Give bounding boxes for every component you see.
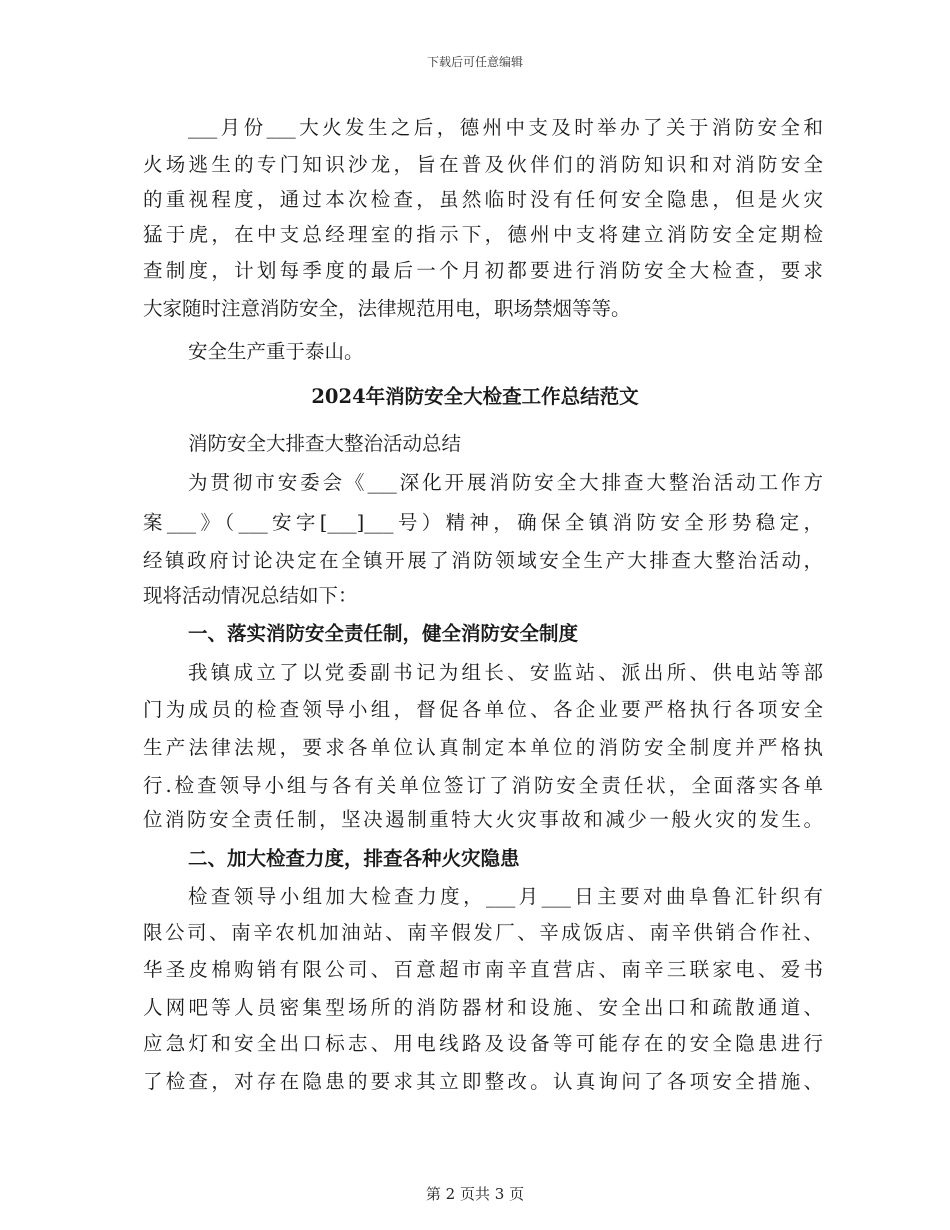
paragraph-line: 火场逃生的专门知识沙龙，旨在普及伙伴们的消防知识和对消防安全 [143,153,823,176]
paragraph-line: 查制度，计划每季度的最后一个月初都要进行消防安全大检查，要求 [143,259,823,282]
paragraph-line: 应急灯和安全出口标志、用电线路及设备等可能存在的安全隐患进行 [143,1032,823,1055]
paragraph-line: 猛于虎，在中支总经理室的指示下，德州中支将建立消防安全定期检 [143,223,823,246]
paragraph-line: 位消防安全责任制，坚决遏制重特大火灾事故和减少一般火灾的发生。 [143,808,823,831]
paragraph-line: 限公司、南辛农机加油站、南辛假发厂、辛成饭店、南辛供销合作社、 [143,921,823,944]
paragraph-line: 检查领导小组加大检查力度，___月___日主要对曲阜鲁汇针织有 [188,885,823,908]
paragraph-line: 我镇成立了以党委副书记为组长、安监站、派出所、供电站等部 [188,661,823,684]
paragraph-line: 人网吧等人员密集型场所的消防器材和设施、安全出口和疏散通道、 [143,996,823,1019]
paragraph-line: 的重视程度，通过本次检查，虽然临时没有任何安全隐患，但是火灾 [143,188,823,211]
subtitle: 消防安全大排查大整治活动总结 [188,432,462,455]
paragraph-line: 大家随时注意消防安全，法律规范用电，职场禁烟等等。 [143,297,631,320]
page-footer: 第 2 页共 3 页 [425,1185,525,1203]
paragraph-line: 了检查，对存在隐患的要求其立即整改。认真询问了各项安全措施、 [143,1070,823,1093]
paragraph-line: 华圣皮棉购销有限公司、百意超市南辛直营店、南辛三联家电、爱书 [143,958,823,981]
paragraph-line: ___月份___大火发生之后，德州中支及时举办了关于消防安全和 [188,116,823,139]
section-heading-1: 一、落实消防安全责任制，健全消防安全制度 [188,622,579,645]
section-title: 2024年消防安全大检查工作总结范文 [311,385,639,408]
paragraph-line: 经镇政府讨论决定在全镇开展了消防领域安全生产大排查大整治活动， [143,549,823,572]
section-heading-2: 二、加大检查力度，排查各种火灾隐患 [188,847,520,870]
paragraph-line: 为贯彻市安委会《___深化开展消防安全大排查大整治活动工作方 [188,471,823,494]
page-header: 下载后可任意编辑 [426,55,523,69]
paragraph-line: 安全生产重于泰山。 [188,340,364,363]
paragraph-line: 现将活动情况总结如下： [143,584,358,607]
paragraph-line: 案___》（___安字[___]___号）精神，确保全镇消防安全形势稳定， [143,511,823,534]
paragraph-line: 门为成员的检查领导小组，督促各单位、各企业要严格执行各项安全 [143,698,823,721]
paragraph-line: 生产法律法规，要求各单位认真制定本单位的消防安全制度并严格执 [143,736,823,759]
paragraph-line: 行.检查领导小组与各有关单位签订了消防安全责任状，全面落实各单 [143,774,823,797]
